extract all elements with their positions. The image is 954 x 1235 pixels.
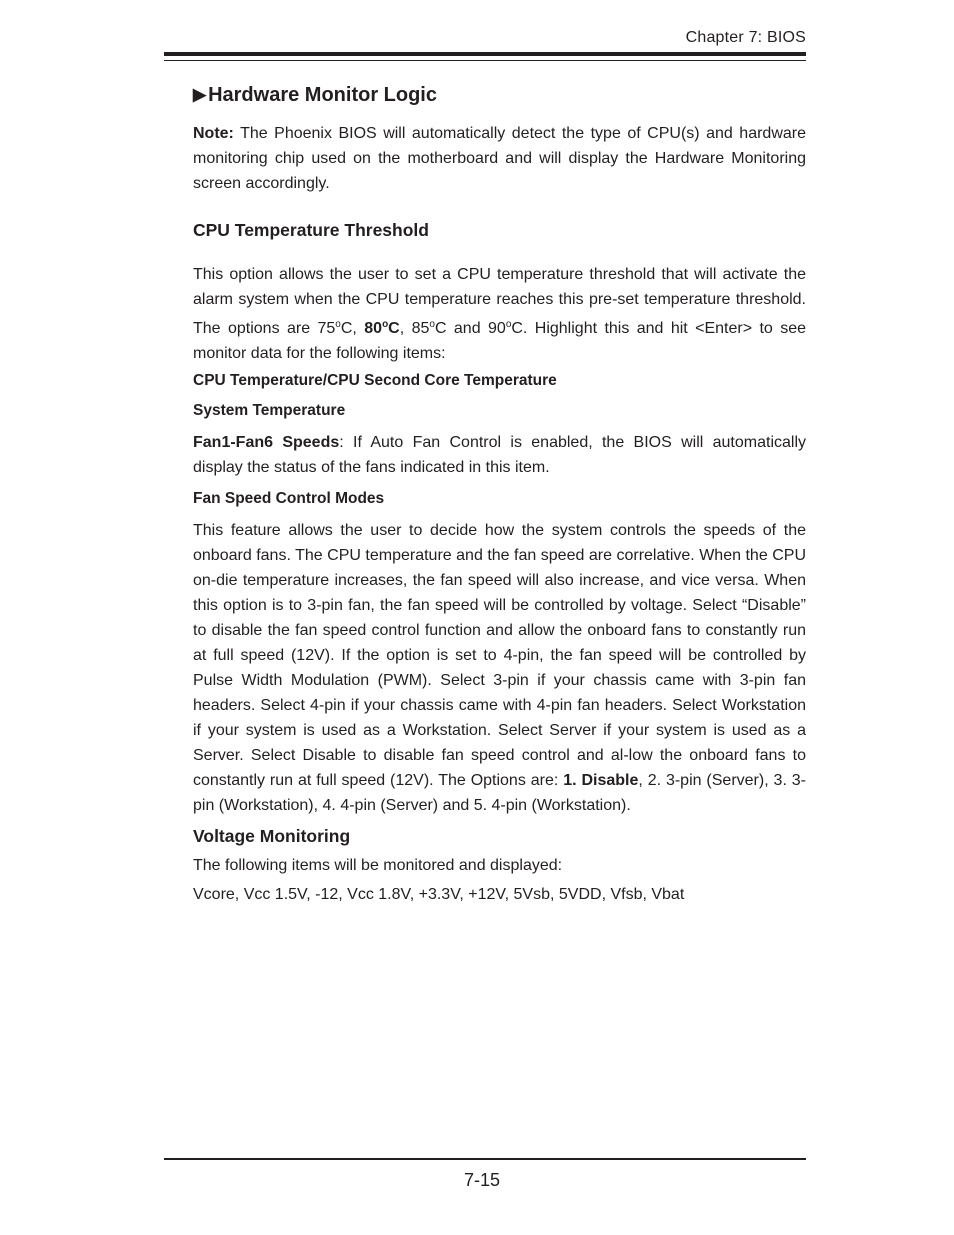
- degree-sign: o: [505, 319, 512, 330]
- fan-modes-paragraph: [193, 518, 806, 818]
- chapter-header: Chapter 7: BIOS: [685, 29, 806, 46]
- fan-modes-text-end: , 2. 3-pin (Server), 3. 3-pin (Workstation), 4. 4-pin (Server) and 5. 4-pin (Workstation).: [193, 772, 807, 814]
- cpu-temp-text-5: C. Highlight this and hit <Enter> to see monitor data for the following items:: [193, 320, 807, 362]
- degree-sign: o: [335, 319, 341, 330]
- header-rule-thin: [164, 60, 806, 61]
- page-content: [193, 84, 806, 907]
- fan-modes-text: This feature allows the user to decide how the system controls the speeds of the onboard fans. The CPU temperature and the fan speed are correlative. When the CPU on-die temperature increases, the fan speed will also increase, and vice versa. When this option is to 3-pin fan, the fan speed will be controlled by voltage. Select “Disable” to disable the fan speed control function and allow the onboard fans to constantly run at full speed (12V). If the option is set to 4-pin, the fan speed will be controlled by Pulse Width Modulation (PWM). Select 3-pin if your chassis came with 3-pin fan headers. Select 4-pin if your chassis came with 4-pin fan headers. Select Workstation if your system is used as a Workstation. Select Server if your system is used as a Server. Select Disable to disable fan speed control and al-low the onboard fans to constantly run at full speed (12V). The Options are:: [193, 522, 806, 789]
- cpu-temp-text-3: , 85: [399, 320, 430, 337]
- cpu-temp-paragraph: [193, 262, 806, 366]
- degree-sign: o: [382, 319, 389, 330]
- cpu-temp-text-4: C and 90: [434, 320, 506, 337]
- default-option-value: 80: [364, 320, 383, 337]
- fan-speeds-text: : If Auto Fan Control is enabled, the BIOS will automatically display the status of the fans indicated in this item.: [193, 434, 807, 476]
- fan-modes-default: 1. Disable: [563, 772, 639, 789]
- note-label: Note:: [193, 125, 234, 142]
- footer-rule: [164, 1158, 806, 1160]
- cpu-temp-text-1: This option allows the user to set a CPU temperature threshold that will activate the alarm system when the CPU temperature reaches this pre-set temperature threshold. The options are 75: [193, 266, 806, 337]
- fan-speeds-label: Fan1-Fan6 Speeds: [193, 434, 340, 451]
- cpu-temp-text-2: C,: [340, 320, 365, 337]
- section-title: [193, 84, 806, 107]
- default-option-unit: C: [388, 320, 400, 337]
- header-rule-thick: [164, 52, 806, 56]
- degree-sign: o: [429, 319, 435, 330]
- fan-speed-control-title: Fan Speed Control Modes: [193, 490, 385, 507]
- note-paragraph: [193, 121, 806, 196]
- voltage-monitoring-title: Voltage Monitoring: [193, 826, 351, 846]
- voltage-line-1: The following items will be monitored and displayed:: [193, 857, 563, 874]
- voltage-line-2: Vcore, Vcc 1.5V, -12, Vcc 1.8V, +3.3V, +12V, 5Vsb, 5VDD, Vfsb, Vbat: [193, 886, 685, 903]
- section-title-text: Hardware Monitor Logic: [208, 84, 437, 106]
- cpu-temp-threshold-title: CPU Temperature Threshold: [193, 220, 429, 240]
- default-option: [364, 320, 399, 337]
- triangle-arrow-icon: ▶: [193, 84, 207, 104]
- note-text: The Phoenix BIOS will automatically detect the type of CPU(s) and hardware monitoring chip used on the motherboard and will display the Hardware Monitoring screen accordingly.: [193, 125, 806, 192]
- cpu-temperature-item: CPU Temperature/CPU Second Core Temperature: [193, 372, 557, 389]
- system-temperature-item: System Temperature: [193, 402, 346, 419]
- page-number: 7-15: [464, 1170, 501, 1190]
- fan-speeds-paragraph: [193, 430, 806, 480]
